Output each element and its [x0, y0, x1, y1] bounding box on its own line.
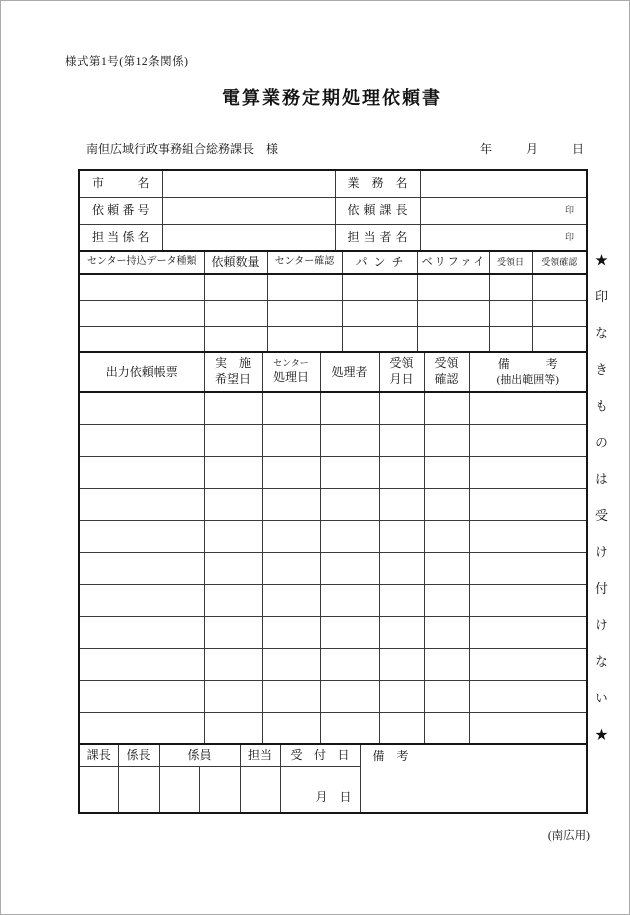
- empty-cell: [79, 456, 204, 488]
- empty-cell: [79, 488, 204, 520]
- form-title: 電算業務定期処理依頼書: [222, 88, 442, 108]
- form-number: 様式第1号(第12条関係): [65, 56, 189, 68]
- empty-cell: [489, 274, 532, 300]
- empty-cell: [424, 584, 469, 616]
- month-day-cell: 月 日: [280, 766, 360, 813]
- empty-cell: [118, 766, 159, 813]
- empty-cell: [320, 584, 379, 616]
- empty-cell: [379, 392, 424, 424]
- empty-cell: [320, 616, 379, 648]
- approval-header-row: [79, 744, 587, 766]
- empty-cell: [79, 392, 204, 424]
- empty-cell: [379, 584, 424, 616]
- header-receipt-month-day: 受領 月日: [379, 352, 424, 392]
- addressee-line: [78, 140, 586, 160]
- empty-cell: [469, 712, 587, 744]
- empty-cell: [469, 520, 587, 552]
- upload-row: [79, 274, 587, 300]
- header-receipt-date: 受領日: [489, 251, 532, 274]
- empty-cell: [262, 616, 320, 648]
- empty-cell: [379, 552, 424, 584]
- info-row-city: [79, 170, 587, 197]
- empty-cell: [204, 456, 262, 488]
- output-row: [79, 712, 587, 744]
- header-receipt-confirm: 受領 確認: [424, 352, 469, 392]
- city-name-value: [162, 170, 335, 197]
- empty-cell: [204, 616, 262, 648]
- empty-cell: [532, 326, 587, 352]
- header-center-confirm: センター確認: [267, 251, 342, 274]
- empty-cell: [262, 680, 320, 712]
- output-row: [79, 520, 587, 552]
- empty-cell: [79, 520, 204, 552]
- empty-cell: [320, 456, 379, 488]
- empty-cell: [424, 648, 469, 680]
- empty-cell: [469, 424, 587, 456]
- empty-cell: [204, 712, 262, 744]
- empty-cell: [469, 680, 587, 712]
- empty-cell: [424, 680, 469, 712]
- empty-cell: [489, 326, 532, 352]
- date-month-label: 月: [525, 142, 538, 156]
- empty-cell: [79, 712, 204, 744]
- empty-cell: [79, 552, 204, 584]
- empty-cell: [417, 274, 489, 300]
- staff-section-value: [162, 224, 335, 251]
- empty-cell: [424, 392, 469, 424]
- info-row-request-number: [79, 197, 587, 224]
- output-row: [79, 680, 587, 712]
- empty-cell: [379, 616, 424, 648]
- output-header-row: [79, 352, 587, 392]
- empty-cell: [469, 392, 587, 424]
- empty-cell: [489, 300, 532, 326]
- empty-cell: [204, 520, 262, 552]
- approval-table: [78, 743, 588, 814]
- empty-cell: [204, 392, 262, 424]
- empty-cell: [204, 488, 262, 520]
- empty-cell: [320, 712, 379, 744]
- staff-name-label: 担当者名: [335, 224, 420, 251]
- empty-cell: [204, 680, 262, 712]
- addressee: 南但広域行政事務組合総務課長 様: [86, 142, 279, 156]
- empty-cell: [342, 274, 417, 300]
- header-punch: パンチ: [342, 251, 417, 274]
- empty-cell: [379, 680, 424, 712]
- empty-cell: [417, 326, 489, 352]
- header-desired-date: 実 施 希望日: [204, 352, 262, 392]
- empty-cell: [342, 300, 417, 326]
- empty-cell: [79, 616, 204, 648]
- empty-cell: [262, 456, 320, 488]
- empty-cell: [79, 648, 204, 680]
- empty-cell: [79, 766, 118, 813]
- empty-cell: [204, 648, 262, 680]
- empty-cell: [532, 274, 587, 300]
- empty-cell: [159, 766, 199, 813]
- empty-cell: [204, 274, 267, 300]
- empty-cell: [424, 616, 469, 648]
- header-verify: ベリファイ: [417, 251, 489, 274]
- output-row: [79, 392, 587, 424]
- empty-cell: [240, 766, 280, 813]
- empty-cell: [320, 680, 379, 712]
- header-person-in-charge: 担当: [240, 744, 280, 766]
- empty-cell: [262, 552, 320, 584]
- header-reception-date: 受付日: [280, 744, 360, 766]
- empty-cell: [424, 424, 469, 456]
- empty-cell: [379, 424, 424, 456]
- empty-cell: [424, 520, 469, 552]
- empty-cell: [424, 456, 469, 488]
- empty-cell: [469, 456, 587, 488]
- header-section-chief: 課長: [79, 744, 118, 766]
- output-row: [79, 424, 587, 456]
- empty-cell: [267, 326, 342, 352]
- header-staff: 係員: [159, 744, 240, 766]
- side-note: ★印なきものは受け付けない★: [593, 253, 608, 764]
- empty-cell: [262, 392, 320, 424]
- header-output-form: 出力依頼帳票: [79, 352, 204, 392]
- empty-cell: [469, 552, 587, 584]
- empty-cell: [204, 552, 262, 584]
- empty-cell: [532, 300, 587, 326]
- empty-cell: [469, 648, 587, 680]
- date-day-label: 日: [571, 142, 584, 156]
- empty-cell: [469, 584, 587, 616]
- empty-cell: [320, 520, 379, 552]
- request-number-value: [162, 197, 335, 224]
- upload-table: [78, 250, 588, 353]
- empty-cell: [262, 712, 320, 744]
- header-center-process-date: センター 処理日: [262, 352, 320, 392]
- empty-cell: [379, 520, 424, 552]
- header-processor: 処理者: [320, 352, 379, 392]
- empty-cell: [79, 584, 204, 616]
- output-row: [79, 456, 587, 488]
- empty-cell: [320, 392, 379, 424]
- header-subsection-chief: 係長: [118, 744, 159, 766]
- output-row: [79, 552, 587, 584]
- empty-cell: [379, 648, 424, 680]
- empty-cell: [262, 488, 320, 520]
- stamp-mark: 印: [564, 204, 574, 215]
- empty-cell: [424, 712, 469, 744]
- empty-cell: [262, 424, 320, 456]
- footer-note: (南広用): [547, 830, 590, 842]
- empty-cell: [320, 488, 379, 520]
- empty-cell: [262, 584, 320, 616]
- empty-cell: [320, 648, 379, 680]
- empty-cell: [79, 424, 204, 456]
- stamp-mark: 印: [564, 231, 574, 242]
- empty-cell: [424, 552, 469, 584]
- header-request-quantity: 依頼数量: [204, 251, 267, 274]
- empty-cell: [79, 300, 204, 326]
- empty-cell: [320, 424, 379, 456]
- empty-cell: [79, 326, 204, 352]
- request-number-label: 依頼番号: [79, 197, 162, 224]
- business-name-label: 業務名: [335, 170, 420, 197]
- output-row: [79, 648, 587, 680]
- date-year-label: 年: [480, 142, 493, 156]
- info-table: [78, 169, 588, 252]
- empty-cell: [199, 766, 240, 813]
- output-row: [79, 488, 587, 520]
- business-name-value: [420, 170, 587, 197]
- city-name-label: 市名: [79, 170, 162, 197]
- empty-cell: [267, 300, 342, 326]
- empty-cell: [204, 424, 262, 456]
- empty-cell: [424, 488, 469, 520]
- empty-cell: [469, 488, 587, 520]
- remarks-cell: 備 考: [360, 744, 587, 813]
- request-manager-value: [420, 197, 587, 224]
- info-row-staff: [79, 224, 587, 251]
- upload-header-row: [79, 251, 587, 274]
- empty-cell: [379, 712, 424, 744]
- header-data-type: センター持込データ種類: [79, 251, 204, 274]
- upload-row: [79, 326, 587, 352]
- upload-row: [79, 300, 587, 326]
- form-tables: [78, 169, 586, 814]
- empty-cell: [417, 300, 489, 326]
- empty-cell: [204, 326, 267, 352]
- staff-name-value: [420, 224, 587, 251]
- empty-cell: [79, 680, 204, 712]
- empty-cell: [204, 300, 267, 326]
- empty-cell: [320, 552, 379, 584]
- output-row: [79, 584, 587, 616]
- output-table: [78, 351, 588, 745]
- date-line: [480, 140, 584, 157]
- empty-cell: [342, 326, 417, 352]
- header-remarks: 備 考 (抽出範囲等): [469, 352, 587, 392]
- header-receipt-confirm: 受領確認: [532, 251, 587, 274]
- empty-cell: [262, 520, 320, 552]
- empty-cell: [379, 488, 424, 520]
- empty-cell: [79, 274, 204, 300]
- staff-section-label: 担当係名: [79, 224, 162, 251]
- empty-cell: [204, 584, 262, 616]
- empty-cell: [262, 648, 320, 680]
- request-manager-label: 依頼課長: [335, 197, 420, 224]
- empty-cell: [469, 616, 587, 648]
- output-row: [79, 616, 587, 648]
- empty-cell: [379, 456, 424, 488]
- empty-cell: [267, 274, 342, 300]
